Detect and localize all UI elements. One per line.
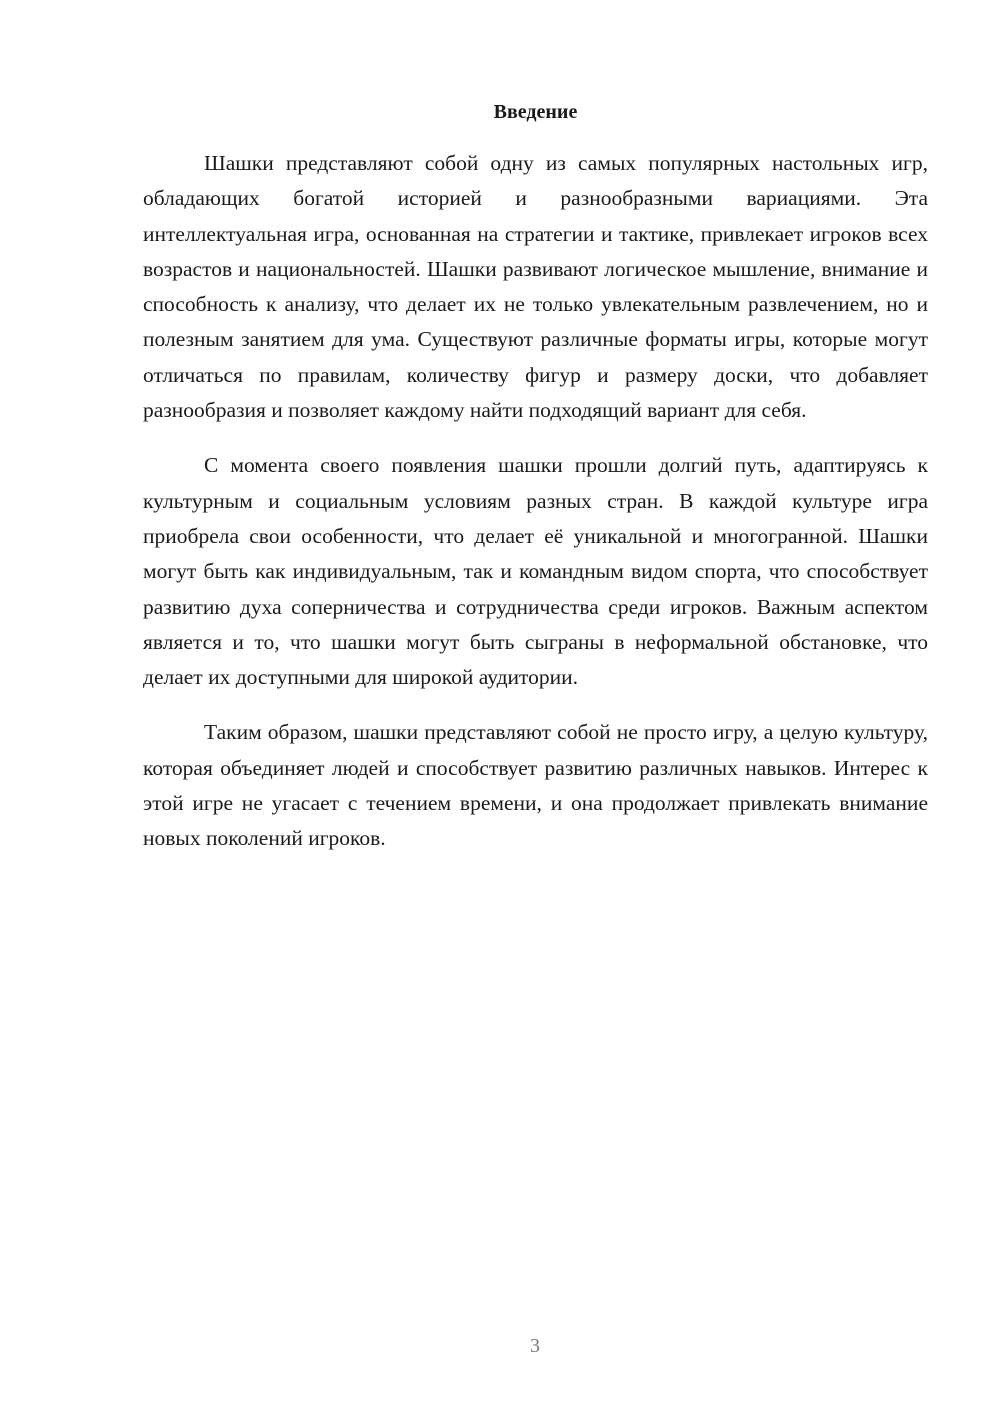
page-content [143, 98, 928, 877]
paragraph-1: Шашки представляют собой одну из самых популярных настольных игр, обладающих богатой историей и разнообразными вариациями. Эта интеллектуальная игра, основанная на стратегии и тактике, привлекает игроков всех возрастов и национальностей. Шашки развивают логическое мышление, внимание и способность к анализу, что делает их не только увлекательным развлечением, но и полезным занятием для ума. Существуют различные форматы игры, которые могут отличаться по правилам, количеству фигур и размеру доски, что добавляет разнообразия и позволяет каждому найти подходящий вариант для себя. [143, 151, 928, 423]
page-number: 3 [530, 1335, 540, 1357]
section-heading: Введение [493, 101, 578, 123]
paragraph-3: Таким образом, шашки представляют собой не просто игру, а целую культуру, которая объединяет людей и способствует развитию различных навыков. Интерес к этой игре не угасает с течением времени, и она продолжает привлекать внимание новых поколений игроков. [143, 720, 928, 851]
paragraph-2: С момента своего появления шашки прошли долгий путь, адаптируясь к культурным и социальным условиям разных стран. В каждой культуре игра приобрела свои особенности, что делает её уникальной и многогранной. Шашки могут быть как индивидуальным, так и командным видом спорта, что способствует развитию духа соперничества и сотрудничества среди игроков. Важным аспектом является и то, что шашки могут быть сыграны в неформальной обстановке, что делает их доступными для широкой аудитории. [143, 453, 928, 690]
